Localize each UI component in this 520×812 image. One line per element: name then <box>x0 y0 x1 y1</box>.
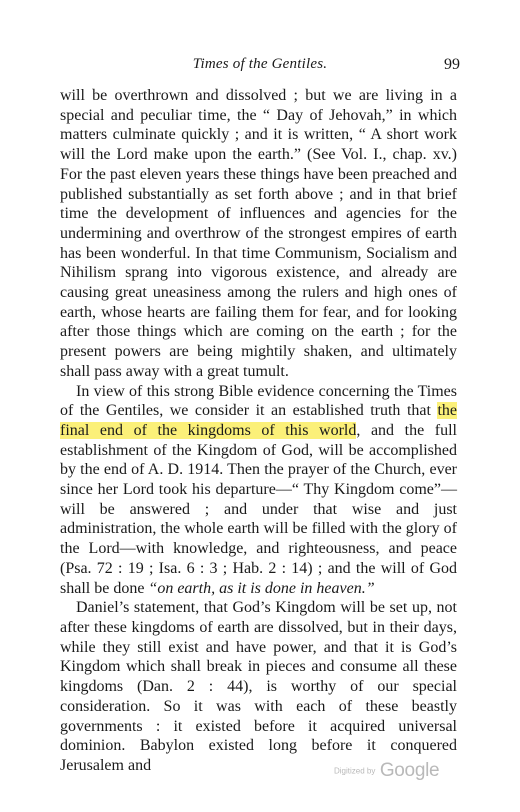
running-head <box>60 56 460 76</box>
italic-quote: “on earth, as it is done in heaven.” <box>148 579 375 597</box>
text-segment: will be overthrown and dissolved ; but we are living in a special and peculiar time, the “ Day of Jehovah,” in which matters culminate quickly ; and it is written, “ A short work will the Lord make upon the earth.” (See Vol. I., chap. xv.) For the past eleven years these things have been preached and published substantially as set forth above ; and in that brief time the development of influences and agencies for the undermining and overthrow of the strongest empires of earth has been wonderful. In that time Communism, Socialism and Nihilism sprang into vigorous existence, and already are causing great uneasiness among the rulers and high ones of earth, whose hearts are failing them for fear, and for looking after those things which are coming on the earth ; for the present powers are being mightily shaken, and ultimately shall pass away with a great tumult. <box>60 87 457 380</box>
body-text <box>60 86 457 776</box>
digitized-by-label: Digitized by <box>334 766 376 776</box>
text-segment: Daniel’s statement, that God’s Kingdom will be set up, not after these kingdoms of earth are dissolved, but in their days, while they still exist and have power, and that it is God’s Kingdom which shall break in pieces and consume all these kingdoms (Dan. 2 : 44), is worthy of our special consideration. So it was with each of these beastly governments : it existed before it acquired universal dominion. Babylon existed long before it conquered Jerusalem and <box>60 599 457 774</box>
google-logo: Google <box>379 760 440 781</box>
paragraph <box>60 598 457 775</box>
paragraph <box>60 86 457 382</box>
highlighted-text[interactable]: the final end of the kingdoms of this world <box>60 402 457 439</box>
text-segment: In view of this strong Bible evidence concerning the Times of the Gentiles, we consider it an established truth that <box>60 382 457 420</box>
page-number: 99 <box>444 56 460 73</box>
running-title: Times of the Gentiles. <box>192 56 328 72</box>
text-segment: , and the full establishment of the Kingdom of God, will be accomplished by the end of A. D. 1914. Then the prayer of the Church, ever since her Lord took his departure—“ Thy Kingdom come”—will be answered ; and under that wise and just administration, the whole earth will be filled with the glory of the Lord—with knowledge, and righteousness, and peace (Psa. 72 : 19 ; Isa. 6 : 3 ; Hab. 2 : 14) ; and the will of God shall be done <box>60 421 457 597</box>
paragraph <box>60 382 457 599</box>
digitized-watermark <box>334 760 439 782</box>
